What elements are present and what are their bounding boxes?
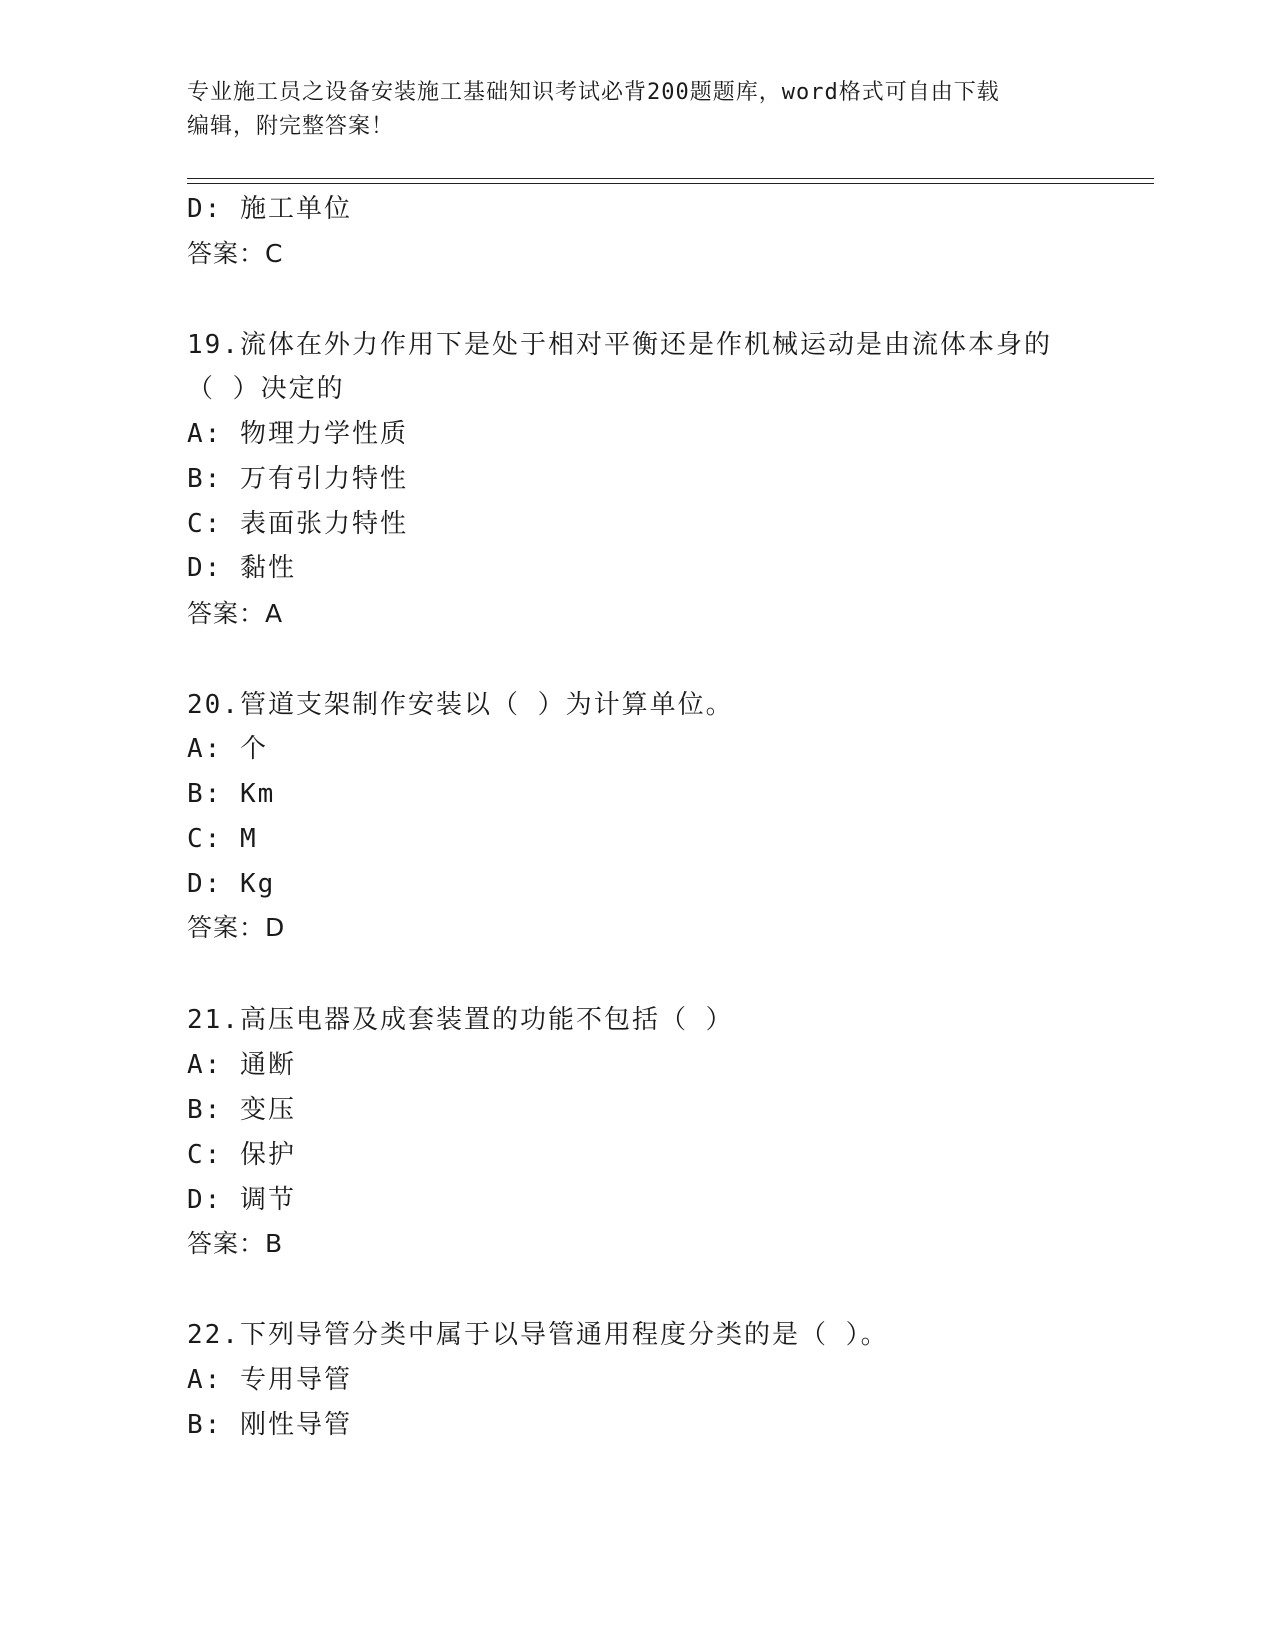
header-line-1: 专业施工员之设备安装施工基础知识考试必背200题题库，word格式可自由下载 [187, 80, 1000, 105]
q19-option-d: D: 黏性 [187, 553, 296, 583]
page-header [187, 76, 1087, 144]
q21-answer: 答案：B [187, 1229, 284, 1258]
q21-stem: 21.高压电器及成套装置的功能不包括（ ） [187, 1005, 734, 1035]
q21-option-c: C: 保护 [187, 1140, 296, 1170]
q20-option-c: C: M [187, 824, 258, 854]
q19-option-c: C: 表面张力特性 [187, 509, 408, 539]
header-line-2: 编辑，附完整答案！ [187, 114, 395, 139]
q20-option-d: D: Kg [187, 869, 276, 899]
q18-answer: 答案：C [187, 239, 284, 268]
q19-option-a: A: 物理力学性质 [187, 419, 408, 449]
q19-stem-line-1: 19.流体在外力作用下是处于相对平衡还是作机械运动是由流体本身的 [187, 330, 1052, 360]
header-divider-top [187, 178, 1154, 179]
q18-option-d: D: 施工单位 [187, 194, 352, 224]
q22-option-a: A: 专用导管 [187, 1365, 352, 1395]
q19-stem-line-2: （ ）决定的 [187, 374, 345, 404]
q22-option-b: B: 刚性导管 [187, 1410, 352, 1440]
q20-stem: 20.管道支架制作安装以（ ）为计算单位。 [187, 690, 734, 720]
q20-answer: 答案：D [187, 913, 286, 942]
q22-stem: 22.下列导管分类中属于以导管通用程度分类的是（ ）。 [187, 1320, 889, 1350]
q20-option-b: B: Km [187, 779, 276, 809]
q21-option-d: D: 调节 [187, 1185, 296, 1215]
q19-answer: 答案：A [187, 599, 284, 628]
q21-option-b: B: 变压 [187, 1095, 296, 1125]
q20-option-a: A: 个 [187, 734, 268, 764]
q19-option-b: B: 万有引力特性 [187, 464, 408, 494]
header-divider-bottom [187, 183, 1154, 184]
q21-option-a: A: 通断 [187, 1050, 296, 1080]
